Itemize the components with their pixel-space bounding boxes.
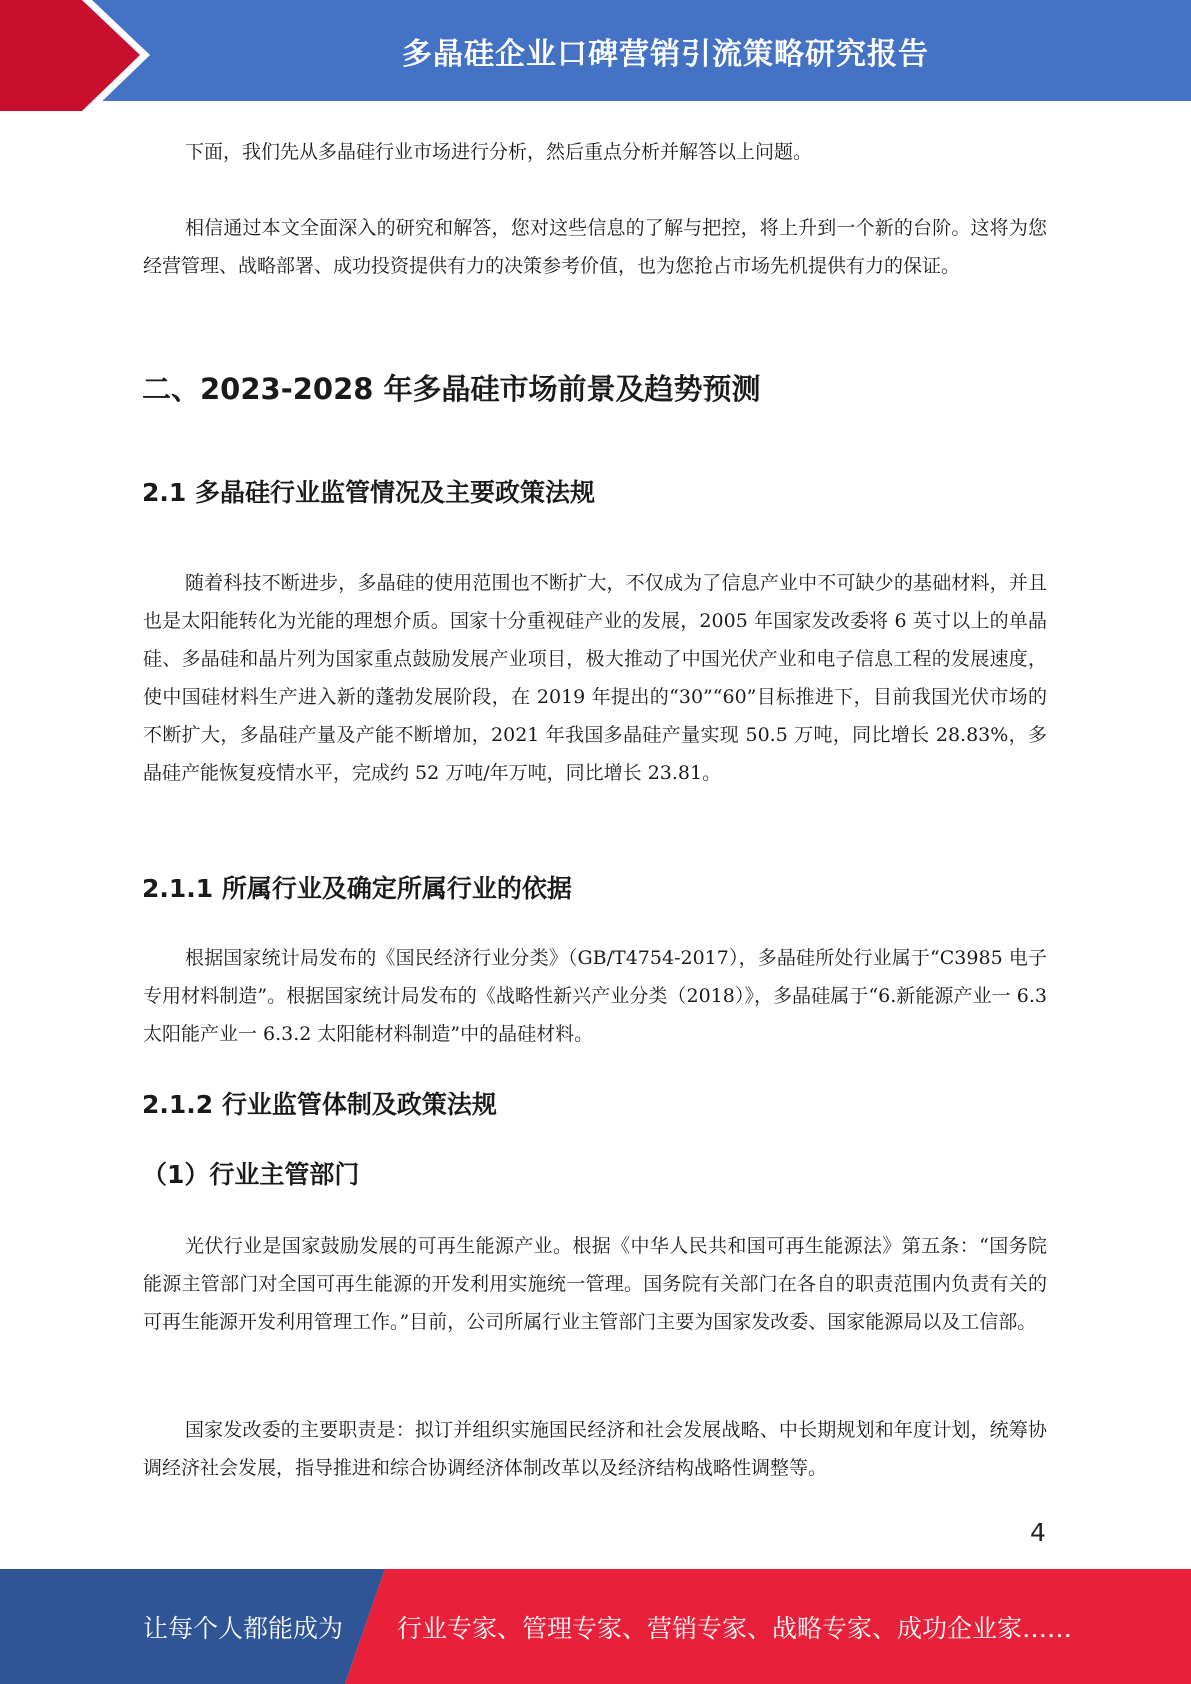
page-number: 4 — [1030, 1518, 1046, 1547]
section-heading-2: 二、2023-2028 年多晶硅市场前景及趋势预测 — [142, 372, 761, 406]
authority-paragraph: 光伏行业是国家鼓励发展的可再生能源产业。根据《中华人民共和国可再生能源法》第五条：“国务院能源主管部门对全国可再生能源的开发利用实施统一管理。国务院有关部门在各自的职责范围内负责有关的可再生能源开发利用管理工作。”目前，公司所属行业主管部门主要为国家发改委、国家能源局以及工信部。 — [143, 1235, 1047, 1333]
heading-2-1: 2.1 多晶硅行业监管情况及主要政策法规 — [142, 478, 595, 507]
summary-paragraph: 相信通过本文全面深入的研究和解答，您对这些信息的了解与把控，将上升到一个新的台阶。这将为您经营管理、战略部署、成功投资提供有力的决策参考价值，也为您抢占市场先机提供有力的保证。 — [143, 217, 1047, 277]
heading-authority: （1）行业主管部门 — [142, 1160, 360, 1189]
footer-slogan-left: 让每个人都能成为 — [143, 1613, 344, 1643]
page-header — [0, 0, 1191, 111]
industry-classification-paragraph: 根据国家统计局发布的《国民经济行业分类》（GB/T4754-2017），多晶硅所处行业属于“C3985 电子专用材料制造”。根据国家统计局发布的《战略性新兴产业分类（2018）》，多晶硅属于“6.新能源产业一 6.3 太阳能产业一 6.3.2 太阳能材料制造”中的晶硅材料。 — [143, 947, 1047, 1045]
industry-overview-paragraph: 随着科技不断进步，多晶硅的使用范围也不断扩大，不仅成为了信息产业中不可缺少的基础材料，并且也是太阳能转化为光能的理想介质。国家十分重视硅产业的发展，2005 年国家发改委将 6 英寸以上的单晶硅、多晶硅和晶片列为国家重点鼓励发展产业项目，极大推动了中国光伏产业和电子信息工程的发展速度，使中国硅材料生产进入新的蓬勃发展阶段，在 2019 年提出的“30”“60”目标推进下，目前我国光伏市场的不断扩大，多晶硅产量及产能不断增加，2021 年我国多晶硅产量实现 50.5 万吨，同比增长 28.83%，多晶硅产能恢复疫情水平，完成约 52 万吨/年万吨，同比增长 23.81。 — [143, 572, 1047, 784]
footer-slogan-right: 行业专家、管理专家、营销专家、战略专家、成功企业家…… — [397, 1613, 1073, 1643]
report-title: 多晶硅企业口碑营销引流策略研究报告 — [402, 36, 929, 72]
heading-2-1-1: 2.1.1 所属行业及确定所属行业的依据 — [142, 874, 572, 903]
intro-paragraph: 下面，我们先从多晶硅行业市场进行分析，然后重点分析并解答以上问题。 — [185, 141, 813, 163]
ndrc-duties-paragraph: 国家发改委的主要职责是：拟订并组织实施国民经济和社会发展战略、中长期规划和年度计划，统筹协调经济社会发展，指导推进和综合协调经济体制改革以及经济结构战略性调整等。 — [143, 1419, 1047, 1479]
heading-2-1-2: 2.1.2 行业监管体制及政策法规 — [142, 1090, 497, 1119]
page-footer — [0, 1569, 1191, 1684]
